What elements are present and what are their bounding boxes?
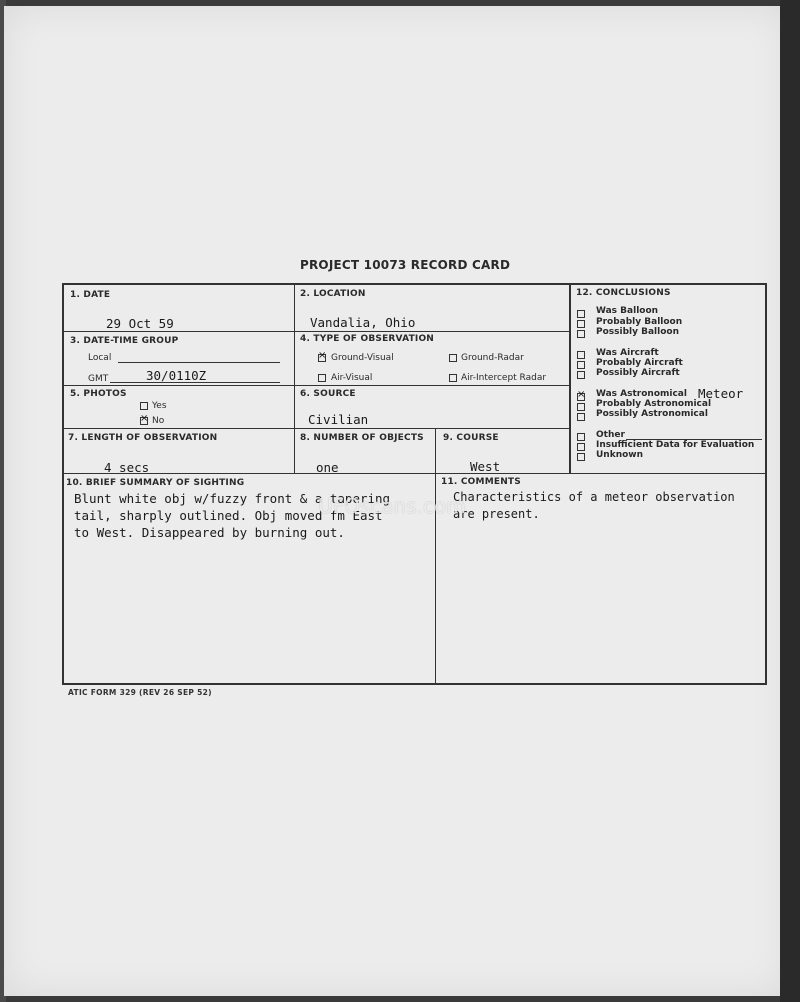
was-aircraft-checkbox[interactable] <box>577 351 585 359</box>
was-astronomical-checkbox[interactable] <box>577 393 585 401</box>
conclusion-text: Was Astronomical <box>596 389 687 399</box>
ground-radar-checkbox[interactable] <box>449 354 457 362</box>
divider <box>294 283 295 473</box>
length-label: 7. LENGTH OF OBSERVATION <box>68 433 218 443</box>
divider <box>569 283 571 473</box>
comments-line: are present. <box>453 507 540 521</box>
photos-label: 5. PHOTOS <box>70 389 127 399</box>
possibly-balloon-checkbox[interactable] <box>577 330 585 338</box>
summary-line: to West. Disappeared by burning out. <box>74 525 345 540</box>
summary-label: 10. BRIEF SUMMARY OF SIGHTING <box>66 478 245 488</box>
ground-visual-text: Ground-Visual <box>331 353 394 363</box>
air-visual-text: Air-Visual <box>331 373 373 383</box>
photos-yes-checkbox[interactable] <box>140 402 148 410</box>
summary-line: Blunt white obj w/fuzzy front & a tapering <box>74 491 391 506</box>
photos-no-text: No <box>152 416 165 426</box>
conclusion-text: Probably Balloon <box>596 317 683 327</box>
meteor-annotation: Meteor <box>698 386 744 401</box>
air-intercept-radar-checkbox[interactable] <box>449 374 457 382</box>
photos-no-checkbox[interactable] <box>140 417 148 425</box>
form-number: ATIC FORM 329 (REV 26 SEP 52) <box>68 688 212 697</box>
air-intercept-radar-text: Air-Intercept Radar <box>461 373 547 383</box>
was-balloon-checkbox[interactable] <box>577 310 585 318</box>
conclusion-text: Possibly Balloon <box>596 327 679 337</box>
divider <box>62 473 767 474</box>
photos-yes-text: Yes <box>152 401 167 411</box>
type-label: 4. TYPE OF OBSERVATION <box>300 334 435 344</box>
length-value: 4 secs <box>104 460 150 475</box>
location-value: Vandalia, Ohio <box>310 315 416 330</box>
possibly-astronomical-checkbox[interactable] <box>577 413 585 421</box>
date-value: 29 Oct 59 <box>106 316 174 331</box>
date-label: 1. DATE <box>70 290 111 300</box>
objects-value: one <box>316 460 339 475</box>
other-checkbox[interactable] <box>577 433 585 441</box>
source-label: 6. SOURCE <box>300 389 356 399</box>
watermark: UFOscans.com <box>318 494 466 518</box>
local-label: Local <box>88 353 112 363</box>
conclusion-text: Was Aircraft <box>596 348 659 358</box>
air-visual-checkbox[interactable] <box>318 374 326 382</box>
divider <box>62 385 570 386</box>
conclusion-text: Was Balloon <box>596 306 659 316</box>
conclusion-text: Other <box>596 430 625 440</box>
source-value: Civilian <box>308 412 369 427</box>
conclusion-text: Unknown <box>596 450 644 460</box>
divider <box>62 331 570 332</box>
conclusion-text: Probably Astronomical <box>596 399 712 409</box>
ground-radar-text: Ground-Radar <box>461 353 524 363</box>
conclusion-text: Insufficient Data for Evaluation <box>596 440 755 450</box>
location-label: 2. LOCATION <box>300 289 366 299</box>
conclusions-label: 12. CONCLUSIONS <box>576 288 671 298</box>
comments-label: 11. COMMENTS <box>441 477 521 487</box>
gmt-label: GMT <box>88 374 109 384</box>
conclusion-text: Possibly Astronomical <box>596 409 708 419</box>
divider <box>435 428 436 685</box>
objects-label: 8. NUMBER OF OBJECTS <box>300 433 424 443</box>
ground-visual-checkbox[interactable] <box>318 354 326 362</box>
course-label: 9. COURSE <box>443 433 499 443</box>
probably-balloon-checkbox[interactable] <box>577 320 585 328</box>
probably-aircraft-checkbox[interactable] <box>577 361 585 369</box>
conclusion-text: Probably Aircraft <box>596 358 683 368</box>
dtg-label: 3. DATE-TIME GROUP <box>70 336 179 346</box>
form-title: PROJECT 10073 RECORD CARD <box>300 258 511 272</box>
gmt-value: 30/0110Z <box>146 368 207 383</box>
course-value: West <box>470 459 501 474</box>
conclusion-text: Possibly Aircraft <box>596 368 680 378</box>
unknown-checkbox[interactable] <box>577 453 585 461</box>
insufficient-data-checkbox[interactable] <box>577 443 585 451</box>
possibly-aircraft-checkbox[interactable] <box>577 371 585 379</box>
scan-right-edge <box>780 0 800 1002</box>
probably-astronomical-checkbox[interactable] <box>577 403 585 411</box>
divider <box>62 428 570 429</box>
local-line <box>118 362 280 363</box>
summary-line: tail, sharply outlined. Obj moved fm East <box>74 508 383 523</box>
comments-line: Characteristics of a meteor observation <box>453 490 735 504</box>
